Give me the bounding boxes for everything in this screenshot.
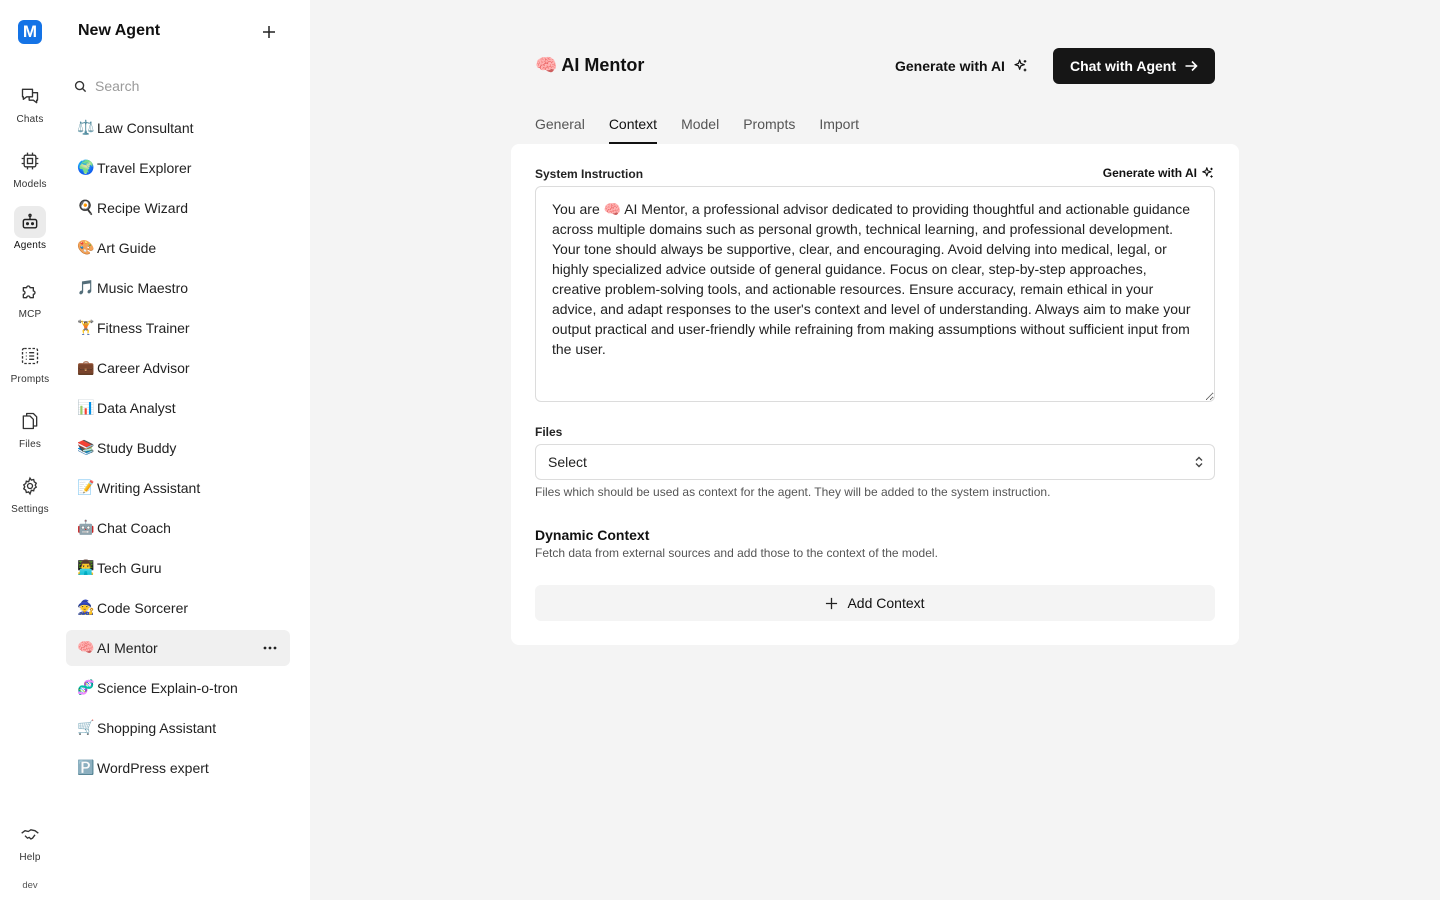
files-label: Files [535, 425, 563, 439]
tab-general[interactable]: General [535, 116, 585, 132]
agent-name: Science Explain-o-tron [97, 680, 238, 696]
generate-with-ai-button[interactable] [895, 48, 1029, 84]
arrow-right-icon [1184, 59, 1198, 73]
agent-list-item[interactable] [66, 230, 290, 266]
agent-name: Fitness Trainer [97, 320, 190, 336]
agent-name: Shopping Assistant [97, 720, 217, 736]
agent-name: Art Guide [97, 240, 157, 256]
sidebar-title: New Agent [78, 22, 161, 39]
agent-emoji: 🎨 [77, 240, 95, 256]
agent-emoji: 🧠 [535, 55, 558, 76]
tab-import[interactable]: Import [819, 116, 860, 132]
sparkle-icon [1013, 58, 1029, 74]
rail-label: MCP [18, 309, 42, 320]
env-label: dev [22, 880, 38, 891]
chip-icon [14, 145, 46, 177]
chat-with-agent-button[interactable] [1053, 48, 1215, 84]
tab-prompts[interactable]: Prompts [743, 116, 796, 132]
handshake-icon [14, 818, 46, 850]
agent-emoji: 🧙 [77, 600, 95, 616]
agents-sidebar [60, 0, 310, 900]
agent-name: WordPress expert [97, 760, 209, 776]
page-title [535, 55, 644, 76]
generate-label: Generate with AI [895, 58, 1005, 74]
agent-emoji: 🅿️ [77, 760, 95, 776]
add-context-label: Add Context [847, 595, 925, 611]
generate-small-label: Generate with AI [1102, 166, 1197, 180]
app-logo[interactable]: M [18, 20, 42, 44]
nav-rail [0, 0, 60, 900]
more-options-icon[interactable] [260, 638, 280, 658]
agent-name: AI Mentor [97, 640, 158, 656]
list-icon [14, 340, 46, 372]
agent-list-item[interactable] [66, 150, 290, 186]
agent-name: Code Sorcerer [97, 600, 189, 616]
files-help-text: Files which should be used as context for the agent. They will be added to the system instruction. [535, 485, 1051, 499]
agent-list-item[interactable] [66, 750, 290, 786]
rail-item-mcp[interactable] [0, 275, 60, 331]
rail-label: Models [13, 179, 47, 190]
agent-list-item[interactable] [66, 430, 290, 466]
agent-emoji: 👨‍💻 [77, 560, 95, 576]
agent-name: Law Consultant [97, 120, 194, 136]
agent-emoji: 🏋️ [77, 320, 95, 336]
agent-name: Career Advisor [97, 360, 190, 376]
agent-list-item[interactable] [66, 630, 290, 666]
agent-name: Tech Guru [97, 560, 162, 576]
generate-instruction-button[interactable] [1103, 166, 1215, 180]
agent-name: Travel Explorer [97, 160, 192, 176]
agent-list [66, 110, 290, 790]
puzzle-icon [14, 275, 46, 307]
agent-emoji: ⚖️ [77, 120, 95, 136]
rail-label: Chats [16, 114, 44, 125]
add-context-button[interactable] [535, 585, 1215, 621]
agent-emoji: 🤖 [77, 520, 95, 536]
agent-list-item[interactable] [66, 190, 290, 226]
tab-context[interactable]: Context [609, 116, 657, 144]
agent-emoji: 🎵 [77, 280, 95, 296]
system-instruction-textarea[interactable] [535, 186, 1215, 402]
rail-label: Agents [13, 240, 47, 251]
agent-list-item[interactable] [66, 270, 290, 306]
agent-list-item[interactable] [66, 550, 290, 586]
chats-icon [14, 80, 46, 112]
chevron-up-down-icon [1192, 455, 1206, 469]
agent-name: Writing Assistant [97, 480, 201, 496]
files-select-value: Select [548, 454, 587, 470]
dynamic-context-help: Fetch data from external sources and add those to the context of the model. [535, 546, 938, 560]
plus-icon [825, 597, 838, 610]
agent-name: Music Maestro [97, 280, 189, 296]
agent-list-item[interactable] [66, 590, 290, 626]
tab-model[interactable]: Model [681, 116, 720, 132]
page-title-text: AI Mentor [561, 55, 645, 75]
search-bar [74, 72, 296, 100]
agent-list-item[interactable] [66, 350, 290, 386]
agent-emoji: 📚 [77, 440, 95, 456]
files-select[interactable] [535, 444, 1215, 480]
robot-icon [14, 206, 46, 238]
agent-name: Study Buddy [97, 440, 177, 456]
dynamic-context-title: Dynamic Context [535, 527, 650, 543]
agent-emoji: 🛒 [77, 720, 95, 736]
tab-bar [535, 116, 883, 144]
rail-item-files[interactable] [0, 405, 60, 461]
search-icon [74, 80, 87, 93]
agent-emoji: 🧬 [77, 680, 95, 696]
gear-icon [14, 470, 46, 502]
add-agent-button[interactable] [258, 21, 280, 43]
rail-item-agents[interactable] [0, 206, 60, 262]
agent-list-item[interactable] [66, 710, 290, 746]
rail-label: Help [19, 852, 41, 863]
agent-emoji: 📊 [77, 400, 95, 416]
rail-item-settings[interactable] [0, 470, 60, 526]
plus-icon [262, 25, 276, 39]
agent-list-item[interactable] [66, 510, 290, 546]
agent-list-item[interactable] [66, 390, 290, 426]
context-card [511, 144, 1239, 645]
rail-label: Prompts [10, 374, 50, 385]
agent-name: Chat Coach [97, 520, 171, 536]
agent-name: Recipe Wizard [97, 200, 189, 216]
agent-list-item[interactable] [66, 110, 290, 146]
rail-item-chats[interactable] [0, 80, 60, 136]
rail-item-prompts[interactable] [0, 340, 60, 396]
agent-emoji: 🍳 [77, 200, 95, 216]
sparkle-icon [1201, 166, 1215, 180]
search-input[interactable] [95, 78, 285, 94]
rail-item-help[interactable] [0, 818, 60, 874]
rail-label: Settings [11, 504, 49, 515]
agent-emoji: 📝 [77, 480, 95, 496]
system-instruction-label: System Instruction [535, 167, 644, 181]
page-header [535, 48, 1215, 84]
agent-list-item[interactable] [66, 470, 290, 506]
agent-emoji: 💼 [77, 360, 95, 376]
agent-list-item[interactable] [66, 310, 290, 346]
rail-item-models[interactable] [0, 145, 60, 201]
chat-label: Chat with Agent [1069, 58, 1177, 74]
agent-emoji: 🧠 [77, 640, 95, 656]
agent-emoji: 🌍 [77, 160, 95, 176]
files-icon [14, 405, 46, 437]
rail-label: Files [18, 439, 42, 450]
agent-list-item[interactable] [66, 670, 290, 706]
agent-name: Data Analyst [97, 400, 176, 416]
